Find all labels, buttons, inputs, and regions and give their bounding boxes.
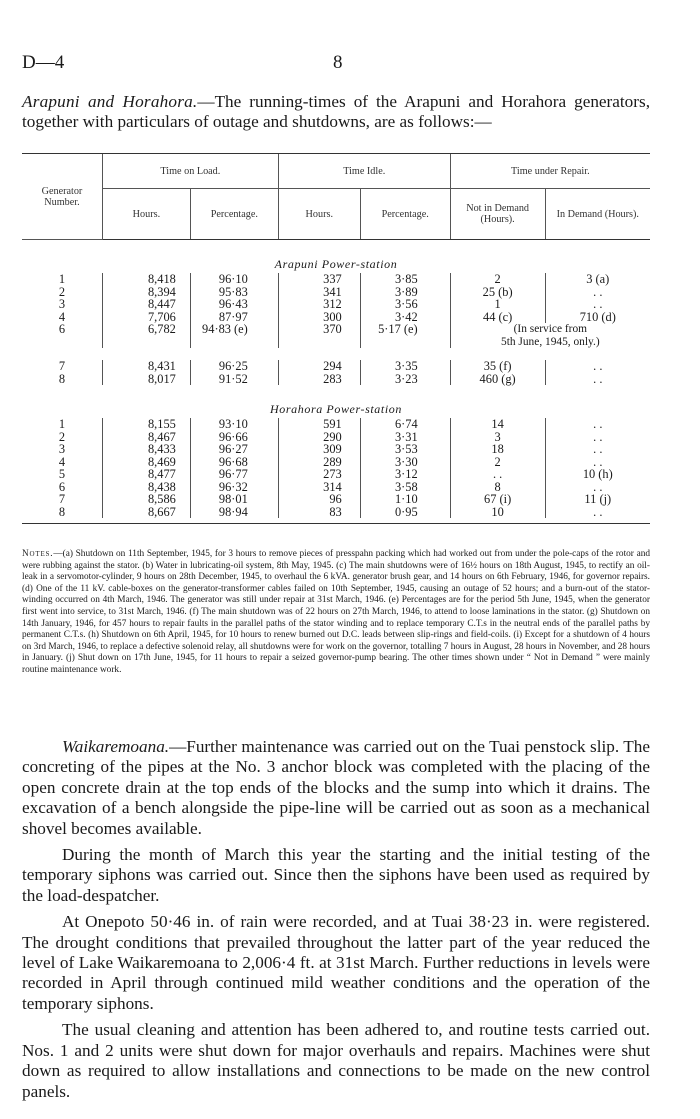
col-header-generator: Generator Number. <box>22 154 102 240</box>
cell-generator: 3 <box>58 442 66 456</box>
table-row <box>22 468 650 481</box>
cell-idle-percentage: 3·85 <box>360 273 450 286</box>
cell-in-demand: 11 (j) <box>545 493 650 506</box>
cell-generator: 6 <box>58 322 66 336</box>
cell-idle-hours: 312 <box>278 298 360 311</box>
cell-load-hours: 8,155 <box>102 418 190 431</box>
cell-not-in-demand: 2 <box>450 273 545 286</box>
cell-load-hours: 8,467 <box>102 431 190 444</box>
cell-not-in-demand: 8 <box>450 481 545 494</box>
cell-generator: 1 <box>58 272 66 286</box>
cell-generator: 5 <box>58 467 66 481</box>
cell-idle-percentage: 3·31 <box>360 431 450 444</box>
cell-idle-hours: 309 <box>278 443 360 456</box>
cell-idle-percentage: 5·17 (e) <box>360 323 450 336</box>
cell-load-percentage: 96·32 <box>190 481 278 494</box>
cell-idle-hours: 300 <box>278 311 360 324</box>
col-header-time-under-repair: Time under Repair. <box>450 154 650 189</box>
notes-text: —(a) Shutdown on 11th September, 1945, for 3 hours to remove pieces of presspahn packing which had worked out from under the pole-caps of the rotor and were rubbing against the stator. (b) Water in lubricating-oil system, 8th May, 1945. (c) The main shutdowns were of 16½ hours on 18th August, 1945, to rectify an oil-leak in a servomotor-cylinder, 9 hours on 28th December, 1945, to overhaul the 6 kVA. generator brush gear, and 14 hours on 6th February, 1946, for governor repairs. (d) One of the 11 kV. cable-boxes on the generator-transformer cables failed on 10th September, 1945, causing an outage of 52 hours; and a burn-out of the stator-winding occurred on 4th March, 1946. The generator was still under repair at 31st March, 1946. (e) Percentages are for the period 5th June, 1945, when the generator first went into service, to 31st March, 1946. (f) The main shutdown was of 22 hours on 27th March, 1946, to attend to loose laminations in the stator. (g) Shutdown on 14th January, 1946, for 457 hours to repair faults in the parallel paths of the stator winding and to replace temporary C.T.s in the neutral ends of the parallel paths by permanent C.T.s. (h) Shutdown on 6th April, 1945, for 10 hours to renew burned out D.C. leads between slip-rings and field-coils. (i) Except for a shutdown of 4 hours on 3rd March, 1946, to replace a defective solenoid relay, all shutdowns were for work on the governor, totalling 7 hours in August, 28 hours in November, and 28 hours in January. (j) Shut down on 17th June, 1945, for 11 hours to repair a seized governor-pump bearing. The other times shown under “ Not in Demand ” were mainly routine maintenance work. <box>22 549 650 675</box>
section-heading-row <box>22 240 650 274</box>
cell-not-in-demand: 18 <box>450 443 545 456</box>
cell-not-in-demand: 14 <box>450 418 545 431</box>
col-header-idle-hours: Hours. <box>278 189 360 240</box>
cell-load-percentage: 96·10 <box>190 273 278 286</box>
running-times-table <box>22 153 650 524</box>
cell-generator: 4 <box>58 309 66 324</box>
section-heading-row <box>22 385 650 418</box>
paragraph-waikaremoana <box>22 737 650 839</box>
cell-in-demand: . . <box>545 373 650 386</box>
cell-idle-percentage: 0·95 <box>360 506 450 519</box>
cell-idle-hours: 96 <box>278 493 360 506</box>
cell-generator: 7 <box>58 359 66 373</box>
cell-idle-percentage: 3·30 <box>360 456 450 469</box>
cell-idle-hours: 289 <box>278 456 360 469</box>
empty-cell <box>360 336 450 349</box>
intro-text: —The running-times of the Arapuni and Horahora generators, together with particulars of outage and shutdowns, are as follows:— <box>22 92 650 131</box>
cell-load-percentage: 96·43 <box>190 298 278 311</box>
cell-load-hours: 8,394 <box>102 286 190 299</box>
cell-load-hours: 8,418 <box>102 273 190 286</box>
cell-not-in-demand: 3 <box>450 431 545 444</box>
cell-not-in-demand: 460 (g) <box>450 373 545 386</box>
col-header-load-percentage: Percentage. <box>190 189 278 240</box>
cell-load-hours: 8,447 <box>102 298 190 311</box>
empty-cell <box>22 336 102 349</box>
cell-load-percentage: 96·68 <box>190 456 278 469</box>
cell-load-percentage: 95·83 <box>190 286 278 299</box>
cell-in-demand: 710 (d) <box>545 311 650 324</box>
table-row <box>22 360 650 373</box>
cell-generator: 8 <box>58 371 66 386</box>
cell-idle-percentage: 3·53 <box>360 443 450 456</box>
cell-in-demand: 3 (a) <box>545 273 650 286</box>
document-code: D—4 <box>22 52 65 73</box>
cell-idle-percentage: 1·10 <box>360 493 450 506</box>
cell-not-in-demand: 2 <box>450 456 545 469</box>
cell-load-percentage: 96·66 <box>190 431 278 444</box>
cell-idle-percentage: 3·56 <box>360 298 450 311</box>
cell-load-hours: 8,438 <box>102 481 190 494</box>
body-text <box>22 737 650 1108</box>
table-row <box>22 506 650 519</box>
cell-load-hours: 8,433 <box>102 443 190 456</box>
col-header-idle-percentage: Percentage. <box>360 189 450 240</box>
cell-load-percentage: 96·25 <box>190 360 278 373</box>
col-header-not-in-demand: Not in Demand (Hours). <box>450 189 545 240</box>
cell-service-note: (In service from <box>450 323 650 336</box>
notes-label: Notes. <box>22 549 54 559</box>
table-notes <box>22 549 650 677</box>
col-header-time-on-load: Time on Load. <box>102 154 278 189</box>
cell-generator: 6 <box>58 479 66 494</box>
cell-idle-percentage: 6·74 <box>360 418 450 431</box>
cell-load-hours: 7,706 <box>102 311 190 324</box>
cell-load-percentage: 87·97 <box>190 311 278 324</box>
cell-in-demand: . . <box>545 443 650 456</box>
table-row <box>22 373 650 386</box>
cell-load-percentage: 94·83 (e) <box>190 323 278 336</box>
table-row <box>22 298 650 311</box>
cell-in-demand: . . <box>545 481 650 494</box>
cell-generator: 7 <box>58 492 66 506</box>
paragraph-title: Waikaremoana. <box>62 737 170 756</box>
cell-load-percentage: 96·27 <box>190 443 278 456</box>
cell-generator: 4 <box>58 454 66 469</box>
cell-idle-hours: 370 <box>278 323 360 336</box>
cell-load-hours: 8,017 <box>102 373 190 386</box>
table-row <box>22 418 650 431</box>
cell-generator: 2 <box>58 284 66 299</box>
cell-idle-percentage: 3·23 <box>360 373 450 386</box>
empty-cell <box>190 336 278 349</box>
cell-not-in-demand: 35 (f) <box>450 360 545 373</box>
intro-paragraph <box>22 92 650 132</box>
cell-idle-percentage: 3·12 <box>360 468 450 481</box>
cell-generator: 2 <box>58 429 66 444</box>
cell-in-demand: . . <box>545 456 650 469</box>
table-row-continued <box>22 336 650 349</box>
cell-load-hours: 8,469 <box>102 456 190 469</box>
cell-idle-percentage: 3·42 <box>360 311 450 324</box>
table-row <box>22 273 650 286</box>
col-header-in-demand: In Demand (Hours). <box>545 189 650 240</box>
paragraph-text: —Further maintenance was carried out on the Tuai penstock slip. The concreting of the pipes at the No. 3 anchor block was completed with the placing of the open concrete drain at the top ends of the blocks and the sump into which it drains. The excavation of a bench alongside the pipe-line will be carried out as soon as a mechanical shovel becomes available. <box>22 737 650 838</box>
cell-idle-percentage: 3·35 <box>360 360 450 373</box>
cell-not-in-demand: 67 (i) <box>450 493 545 506</box>
cell-idle-hours: 591 <box>278 418 360 431</box>
cell-load-hours: 8,477 <box>102 468 190 481</box>
cell-load-percentage: 91·52 <box>190 373 278 386</box>
cell-load-hours: 8,431 <box>102 360 190 373</box>
cell-load-hours: 6,782 <box>102 323 190 336</box>
cell-idle-percentage: 3·89 <box>360 286 450 299</box>
cell-not-in-demand: 44 (c) <box>450 311 545 324</box>
paragraph-rainfall: At Onepoto 50·46 in. of rain were recorded, and at Tuai 38·23 in. were registered. The drought conditions that prevailed throughout the latter part of the year reduced the level of Lake Waikaremoana to 2,006·4 ft. at 31st March. Further reductions in levels were recorded in April through continued mild weather conditions and the operation of the temporary siphons. <box>22 912 650 1013</box>
paragraph-siphons: During the month of March this year the starting and the initial testing of the temporary siphons was carried out. Since then the siphons have been used as required by the load-despatcher. <box>22 845 650 905</box>
cell-in-demand: . . <box>545 418 650 431</box>
table-bottom-rule <box>22 518 650 524</box>
empty-cell <box>278 336 360 349</box>
cell-idle-hours: 83 <box>278 506 360 519</box>
cell-idle-hours: 341 <box>278 286 360 299</box>
empty-cell <box>102 336 190 349</box>
cell-idle-hours: 294 <box>278 360 360 373</box>
cell-idle-hours: 273 <box>278 468 360 481</box>
cell-idle-percentage: 3·58 <box>360 481 450 494</box>
cell-in-demand: . . <box>545 506 650 519</box>
section-heading: Arapuni Power-station <box>274 256 398 271</box>
cell-idle-hours: 314 <box>278 481 360 494</box>
cell-in-demand: . . <box>545 286 650 299</box>
col-header-time-idle: Time Idle. <box>278 154 450 189</box>
cell-not-in-demand: 25 (b) <box>450 286 545 299</box>
table-row <box>22 443 650 456</box>
cell-in-demand: . . <box>545 431 650 444</box>
cell-in-demand: . . <box>545 298 650 311</box>
cell-load-percentage: 98·94 <box>190 506 278 519</box>
paragraph-maintenance: The usual cleaning and attention has been adhered to, and routine tests carried out. Nos. 1 and 2 units were shut down for major overhauls and repairs. Machines were shut down as required to allow installations and connections to be made on the new control panels. <box>22 1020 650 1101</box>
col-header-load-hours: Hours. <box>102 189 190 240</box>
cell-generator: 8 <box>58 504 66 519</box>
cell-in-demand: 10 (h) <box>545 468 650 481</box>
cell-not-in-demand: . . <box>450 468 545 481</box>
cell-idle-hours: 290 <box>278 431 360 444</box>
cell-not-in-demand: 1 <box>450 298 545 311</box>
cell-load-percentage: 98·01 <box>190 493 278 506</box>
cell-not-in-demand: 10 <box>450 506 545 519</box>
cell-generator: 3 <box>58 297 66 311</box>
cell-load-hours: 8,667 <box>102 506 190 519</box>
page-number: 8 <box>333 52 343 73</box>
table-row <box>22 323 650 336</box>
table-row <box>22 493 650 506</box>
cell-idle-hours: 283 <box>278 373 360 386</box>
cell-idle-hours: 337 <box>278 273 360 286</box>
cell-load-hours: 8,586 <box>102 493 190 506</box>
cell-load-percentage: 96·77 <box>190 468 278 481</box>
section-heading: Horahora Power-station <box>270 401 402 416</box>
cell-in-demand: . . <box>545 360 650 373</box>
cell-service-note: 5th June, 1945, only.) <box>450 336 650 349</box>
cell-generator: 1 <box>58 417 66 431</box>
cell-load-percentage: 93·10 <box>190 418 278 431</box>
intro-title: Arapuni and Horahora. <box>22 92 198 111</box>
